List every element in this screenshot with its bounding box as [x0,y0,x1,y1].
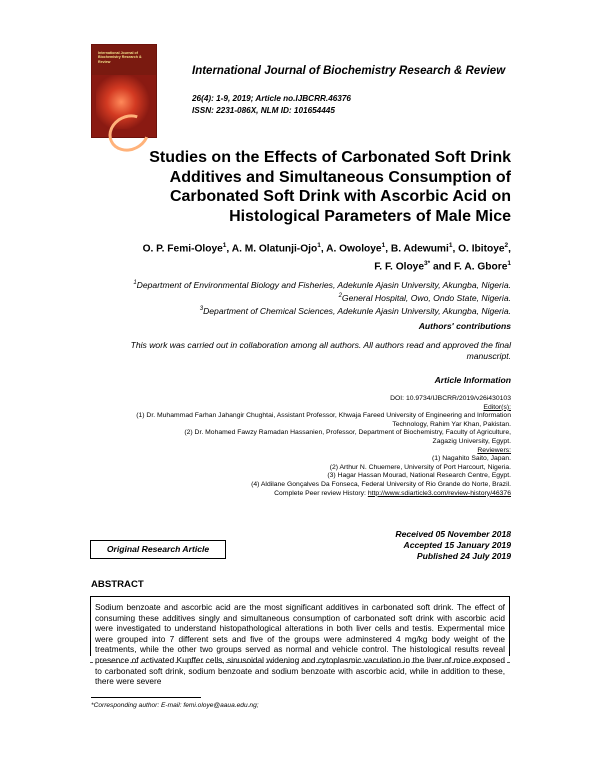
author-sup: 1 [222,242,227,249]
editor-line: Technology, Rahim Yar Khan, Pakistan. [392,420,511,428]
author-sup: 2 [504,242,509,249]
journal-issue: 26(4): 1-9, 2019; Article no.IJBCRR.46376 [192,94,351,103]
author-name: F. F. Oloye [374,261,425,273]
affiliation-sup: 2 [338,292,342,299]
author-sup: 1 [507,259,511,267]
editor-line: (2) Dr. Mohamed Fawzy Ramadan Hassanien, Professor, Department of Biochemistry, Faculty of Agriculture, [184,429,511,437]
corresponding-author: *Corresponding author: E-mail: femi.oloye@aaua.edu.ng; [91,702,259,709]
author-name: F. A. Gbore [453,261,508,273]
author-name: B. Adewumi [390,243,449,255]
history-link[interactable]: http://www.sdiarticle3.com/review-history/46376 [367,489,511,497]
affiliation-text: General Hospital, Owo, Ondo State, Nigeria. [341,292,511,303]
author-sup: 3* [424,259,431,267]
title-line: Additives and Simultaneous Consumption of [169,168,511,186]
title-line: Histological Parameters of Male Mice [229,207,511,225]
affiliation-text: Department of Chemical Sciences, Adekunle Ajasin University, Akungba, Nigeria. [203,305,511,316]
author-name: O. P. Femi-Oloye [142,243,223,255]
affiliation [71,304,511,317]
journal-cover-icon [96,75,152,129]
footnote-divider [91,697,201,698]
author-name: O. Ibitoye [458,243,505,255]
contributions-text: This work was carried out in collaboration among all authors. All authors read and approved the final manuscript. [130,340,511,361]
editor-line: Zagazig University, Egypt. [432,437,511,445]
history-label: Complete Peer review History: [274,489,368,497]
affiliation-text: Department of Environmental Biology and Fisheries, Adekunle Ajasin University, Akungba, Nigeria. [136,279,511,290]
page-break-divider [90,662,510,663]
cover-title: International Journal of Biochemistry Research & Review [98,51,142,64]
doi: DOI: 10.9734/IJBCRR/2019/v26i430103 [390,395,511,402]
author-sup: 1 [448,242,453,249]
abstract-heading: ABSTRACT [91,579,144,590]
reviewer-line: (1) Nagahito Saito, Japan. [432,455,511,463]
article-info-heading: Article Information [434,375,511,385]
article-title [91,148,511,226]
author-sup: 1 [317,242,321,249]
author-name: A. M. Olatunji-Ojo [231,243,318,255]
author-name: A. Owoloye [326,243,382,255]
article-info [71,395,511,498]
article-type-badge: Original Research Article [90,540,226,559]
reviewer-line: (2) Arthur N. Chuemere, University of Port Harcourt, Nigeria. [329,463,511,471]
journal-name: International Journal of Biochemistry Research & Review [192,65,506,77]
journal-cover [91,44,157,138]
affiliation-sup: 3 [199,305,204,312]
author-sup: 1 [381,242,386,249]
published-date: Published 24 July 2019 [416,551,511,561]
affiliation [71,278,511,291]
editor-line: (1) Dr. Muhammad Farhan Jahangir Chughtai, Assistant Professor, Khwaja Fareed University of Engineering and Information [136,412,511,420]
article-dates [395,529,511,562]
contributions-heading: Authors' contributions [418,321,511,331]
received-date: Received 05 November 2018 [395,529,511,539]
affiliations [71,278,511,317]
journal-info [192,93,351,117]
editors-label: Editor(s): [483,403,511,411]
title-line: Carbonated Soft Drink with Ascorbic Acid on [169,188,511,205]
affiliation-sup: 1 [133,280,137,286]
review-history [71,490,511,499]
accepted-date: Accepted 15 January 2019 [403,540,511,550]
journal-issn: ISSN: 2231-086X, NLM ID: 101654445 [192,106,335,115]
author-list: O. P. Femi-Oloye$^1$, A. M. Olatunji-Ojo$^1$, A. Owoloye$^1$, B. Adewumi$^1$, O. Ibitoye$^2$, F. F. Oloye$^{3*}$ and F. A. Gbore$^1$ [142,242,511,273]
reviewer-line: (4) Aldilane Gonçalves Da Fonseca, Federal University of Rio Grande do Norte, Brazil. [251,480,511,488]
abstract-text: Sodium benzoate and ascorbic acid are the most significant additives in carbonated soft drink. The effect of consuming these additives singly and simultaneous consumption of carbonated soft drink with ascorbic acid were investigated to understand histopathological alterations in both liver cells and testis. Expermental mice were grouped into 7 different sets and five of the groups were adminstered 4 mg/kg body weight of the treatments, while the other two groups served as normal and vehicle control. The histological results reveal presence of activated Kupffer cells, sinusoidal widening and cytoplasmic vaculation in the liver of mice exposed to carbonated soft drink, sodium benzoate and sodium benzoate with ascorbic acid, while in addition to these, there were severe [90,596,510,656]
title-line: Studies on the Effects of Carbonated Soft Drink [149,149,511,166]
affiliation [71,291,511,304]
reviewer-line: (3) Hagar Hassan Mourad, National Research Centre, Egypt. [327,472,511,480]
reviewers-label: Reviewers: [477,446,511,454]
